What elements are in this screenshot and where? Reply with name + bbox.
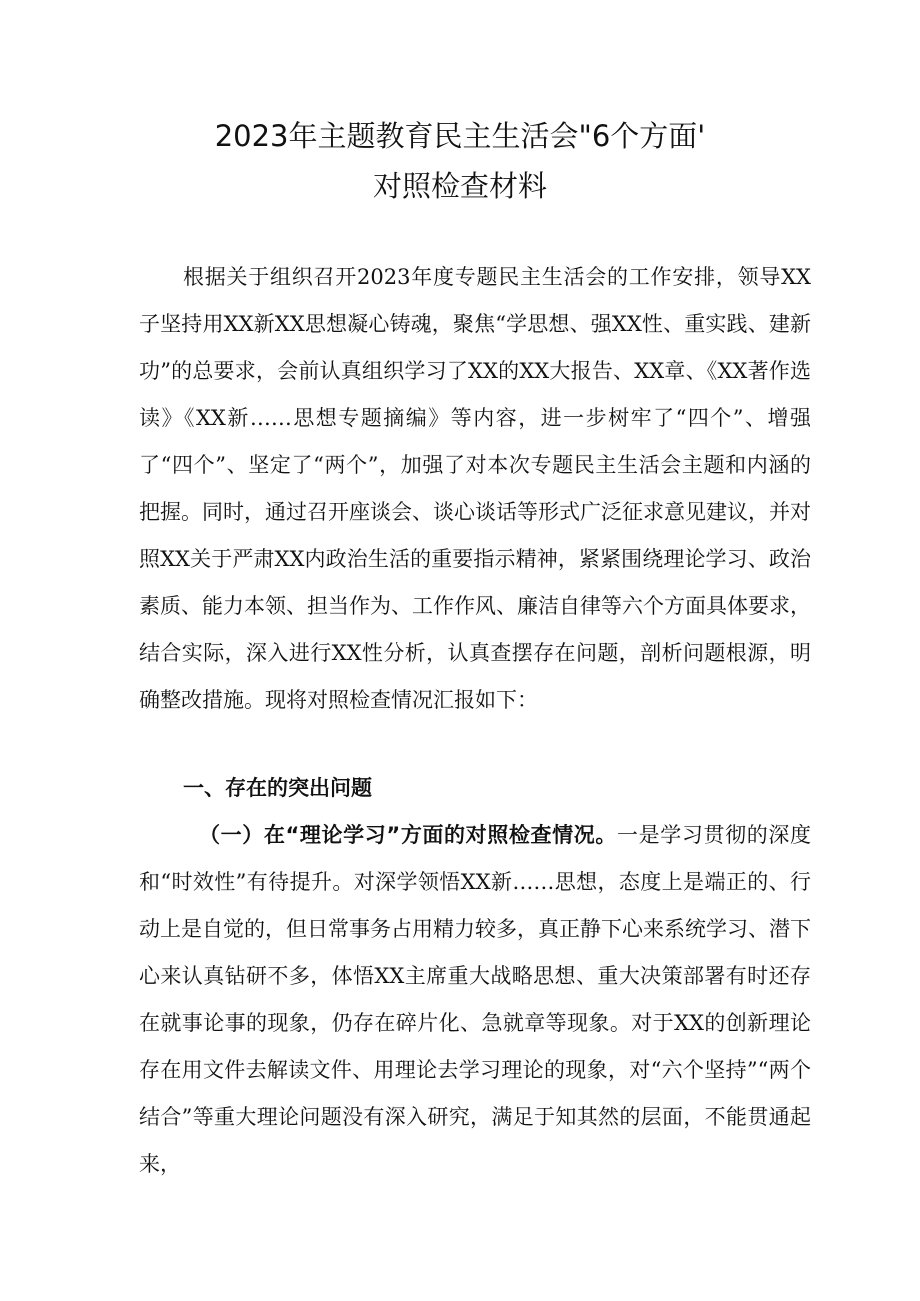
intro-paragraph: 根据关于组织召开2023年度专题民主生活会的工作安排，领导XX子坚持用XX新XX思想凝心铸魂，聚焦“学思想、强XX性、重实践、建新功”的总要求，会前认真组织学习了XX的XX大报告、XX章、《XX著作选读》《XX新……思想专题摘编》等内容，进一步树牢了“四个”、增强了“四个”、坚定了“两个”，加强了对本次专题民主生活会主题和内涵的把握。同时，通过召开座谈会、谈心谈话等形式广泛征求意见建议，并对照XX关于严肃XX内政治生活的重要指示精神，紧紧围绕理论学习、政治素质、能力本领、担当作为、工作作风、廉洁自律等六个方面具体要求，结合实际，深入进行XX性分析，认真查摆存在问题，剖析问题根源，明确整改措施。现将对照检查情况汇报如下： <box>139 265 811 712</box>
subsection-body-theory-study: 一是学习贯彻的深度和“时效性”有待提升。对深学领悟XX新……思想，态度上是端正的、行动上是自觉的，但日常事务占用精力较多，真正静下心来系统学习、潜下心来认真钻研不多，体悟XX主席重大战略思想、重大决策部署有时还存在就事论事的现象，仍存在碎片化、急就章等现象。对于XX的创新理论存在用文件去解读文件、用理论去学习理论的现象，对“六个坚持”“两个结合”等重大理论问题没有深入研究，满足于知其然的层面，不能贯通起来， <box>139 823 811 1176</box>
document-title-line-2: 对照检查材料 <box>372 169 547 203</box>
subsection-paragraph-theory-study <box>139 812 811 1188</box>
subsection-lead-theory-study: （一）在“理论学习”方面的对照检查情况。 <box>199 823 618 847</box>
document-title-line-1: 2023年主题教育民主生活会"6个方面' <box>214 119 706 153</box>
section-heading-problems: 一、存在的突出问题 <box>183 776 372 800</box>
